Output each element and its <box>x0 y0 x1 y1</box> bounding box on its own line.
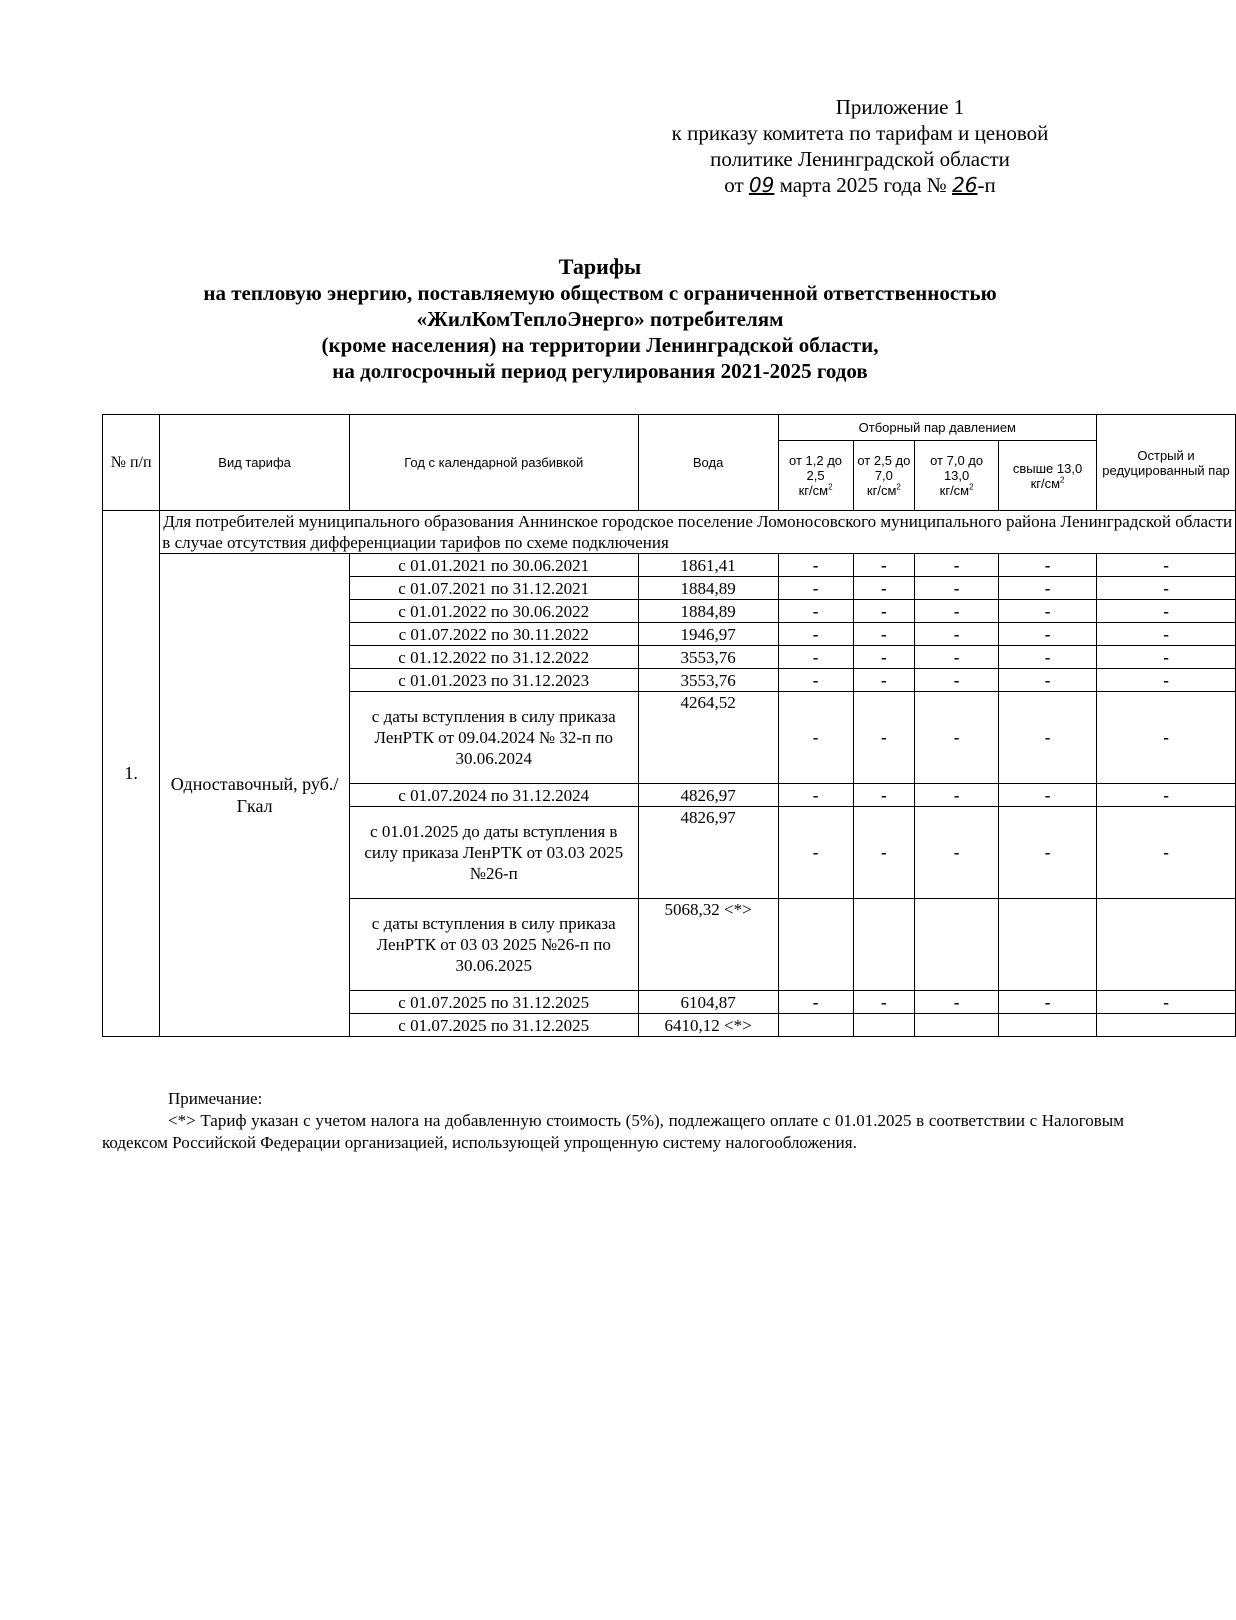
dash-cell: - <box>915 991 999 1014</box>
dash-cell: - <box>778 991 853 1014</box>
water-value: 1946,97 <box>638 623 778 646</box>
dash-cell: - <box>778 692 853 784</box>
handwritten-order-number: 26 <box>952 173 978 197</box>
water-value: 1884,89 <box>638 577 778 600</box>
empty-cell <box>853 899 915 991</box>
dash-cell: - <box>853 784 915 807</box>
dash-cell: - <box>998 991 1096 1014</box>
dash-cell: - <box>998 669 1096 692</box>
header-kind: Вид тарифа <box>160 415 350 511</box>
dash-cell: - <box>778 784 853 807</box>
header-sharp-steam: Острый и редуцированный пар <box>1097 415 1236 511</box>
water-value: 3553,76 <box>638 669 778 692</box>
header-pressure-2: от 2,5 до 7,0 $кг/см^2$ <box>853 441 915 511</box>
water-value: 3553,76 <box>638 646 778 669</box>
title-line-1: Тарифы <box>558 254 642 279</box>
dash-cell: - <box>853 646 915 669</box>
dash-cell: - <box>853 577 915 600</box>
footnote-text: <*> Тариф указан с учетом налога на добавленную стоимость (5%), подлежащего оплате с 01.01.2025 в соответствии с Налоговым кодексом Российской Федерации организацией, использующей упрощенную систему налогообложения. <box>102 1111 1124 1152</box>
dash-cell: - <box>915 600 999 623</box>
dash-cell: - <box>998 692 1096 784</box>
dash-cell: - <box>915 669 999 692</box>
period-cell: с 01.07.2025 по 31.12.2025 <box>349 1014 638 1037</box>
header-steam-group: Отборный пар давлением <box>778 415 1097 441</box>
dash-cell: - <box>998 623 1096 646</box>
dash-cell: - <box>853 692 915 784</box>
dash-cell: - <box>998 784 1096 807</box>
dash-cell: - <box>998 554 1096 577</box>
dash-cell: - <box>778 669 853 692</box>
water-value: 4826,97 <box>638 807 778 899</box>
dash-cell: - <box>1097 554 1236 577</box>
water-value: 6104,87 <box>638 991 778 1014</box>
period-cell: с 01.07.2025 по 31.12.2025 <box>349 991 638 1014</box>
date-prefix: от <box>724 173 744 197</box>
dash-cell: - <box>915 807 999 899</box>
dash-cell: - <box>915 554 999 577</box>
dash-cell: - <box>853 669 915 692</box>
dash-cell: - <box>853 600 915 623</box>
period-cell: с даты вступления в силу приказа ЛенРТК от 09.04.2024 № 32-п по 30.06.2024 <box>349 692 638 784</box>
dash-cell: - <box>998 807 1096 899</box>
empty-cell <box>853 1014 915 1037</box>
water-value: 4826,97 <box>638 784 778 807</box>
period-cell: с 01.01.2023 по 31.12.2023 <box>349 669 638 692</box>
dash-cell: - <box>998 577 1096 600</box>
dash-cell: - <box>1097 991 1236 1014</box>
period-cell: с 01.07.2022 по 30.11.2022 <box>349 623 638 646</box>
header-water: Вода <box>638 415 778 511</box>
dash-cell: - <box>915 577 999 600</box>
dash-cell: - <box>915 692 999 784</box>
dash-cell: - <box>853 623 915 646</box>
period-cell: с даты вступления в силу приказа ЛенРТК от 03 03 2025 №26-п по 30.06.2025 <box>349 899 638 991</box>
dash-cell: - <box>1097 784 1236 807</box>
dash-cell: - <box>915 623 999 646</box>
appendix-line-2: к приказу комитета по тарифам и ценовой <box>671 121 1049 145</box>
dash-cell: - <box>778 554 853 577</box>
period-cell: с 01.01.2025 до даты вступления в силу приказа ЛенРТК от 03.03 2025 №26-п <box>349 807 638 899</box>
empty-cell <box>915 899 999 991</box>
dash-cell: - <box>778 577 853 600</box>
footnote-heading: Примечание: <box>168 1089 263 1108</box>
water-value: 5068,32 <*> <box>638 899 778 991</box>
period-cell: с 01.01.2021 по 30.06.2021 <box>349 554 638 577</box>
appendix-title: Приложение 1 <box>835 95 965 119</box>
handwritten-day: 09 <box>748 173 775 197</box>
water-value: 4264,52 <box>638 692 778 784</box>
empty-cell <box>1097 1014 1236 1037</box>
dash-cell: - <box>778 646 853 669</box>
water-value: 1861,41 <box>638 554 778 577</box>
water-value: 6410,12 <*> <box>638 1014 778 1037</box>
title-line-2: на тепловую энергию, поставляемую обществом с ограниченной ответственностью <box>203 281 997 305</box>
empty-cell <box>1097 899 1236 991</box>
dash-cell: - <box>1097 692 1236 784</box>
appendix-date-line <box>600 172 1120 198</box>
dash-cell: - <box>853 807 915 899</box>
period-cell: с 01.12.2022 по 31.12.2022 <box>349 646 638 669</box>
header-num: № п/п <box>103 415 160 511</box>
dash-cell: - <box>1097 669 1236 692</box>
header-year: Год с календарной разбивкой <box>349 415 638 511</box>
header-pressure-1: от 1,2 до 2,5 $кг/см^2$ <box>778 441 853 511</box>
row-number: 1. <box>103 511 160 1037</box>
dash-cell: - <box>853 554 915 577</box>
dash-cell: - <box>998 646 1096 669</box>
period-cell: с 01.07.2024 по 31.12.2024 <box>349 784 638 807</box>
dash-cell: - <box>915 784 999 807</box>
header-pressure-3: от 7,0 до 13,0 $кг/см^2$ <box>915 441 999 511</box>
footnote <box>102 1088 1124 1154</box>
empty-cell <box>778 1014 853 1037</box>
dash-cell: - <box>1097 646 1236 669</box>
date-middle: марта 2025 года № <box>779 173 947 197</box>
dash-cell: - <box>778 623 853 646</box>
empty-cell <box>778 899 853 991</box>
period-cell: с 01.07.2021 по 31.12.2021 <box>349 577 638 600</box>
period-cell: с 01.01.2022 по 30.06.2022 <box>349 600 638 623</box>
tariffs-table <box>102 414 1236 1037</box>
group-description: Для потребителей муниципального образования Аннинское городское поселение Ломоносовского муниципального района Ленинградской области в случае отсутствия дифференциации тарифов по схеме подключения <box>160 511 1236 554</box>
appendix-line-3: политике Ленинградской области <box>710 147 1010 171</box>
order-suffix: -п <box>977 173 996 197</box>
dash-cell: - <box>1097 807 1236 899</box>
dash-cell: - <box>1097 600 1236 623</box>
dash-cell: - <box>853 991 915 1014</box>
dash-cell: - <box>998 600 1096 623</box>
tariff-kind: Одноставочный, руб./Гкал <box>160 554 350 1037</box>
header-pressure-4: свыше 13,0 $кг/см^2$ <box>998 441 1096 511</box>
title-line-5: на долгосрочный период регулирования 2021-2025 годов <box>332 359 868 383</box>
dash-cell: - <box>915 646 999 669</box>
dash-cell: - <box>1097 623 1236 646</box>
dash-cell: - <box>1097 577 1236 600</box>
appendix-header <box>600 94 1120 198</box>
title-line-3: «ЖилКомТеплоЭнерго» потребителям <box>416 307 784 331</box>
empty-cell <box>998 899 1096 991</box>
dash-cell: - <box>778 807 853 899</box>
water-value: 1884,89 <box>638 600 778 623</box>
title-line-4: (кроме населения) на территории Ленинградской области, <box>321 333 879 357</box>
empty-cell <box>915 1014 999 1037</box>
document-title <box>100 254 1100 384</box>
dash-cell: - <box>778 600 853 623</box>
empty-cell <box>998 1014 1096 1037</box>
